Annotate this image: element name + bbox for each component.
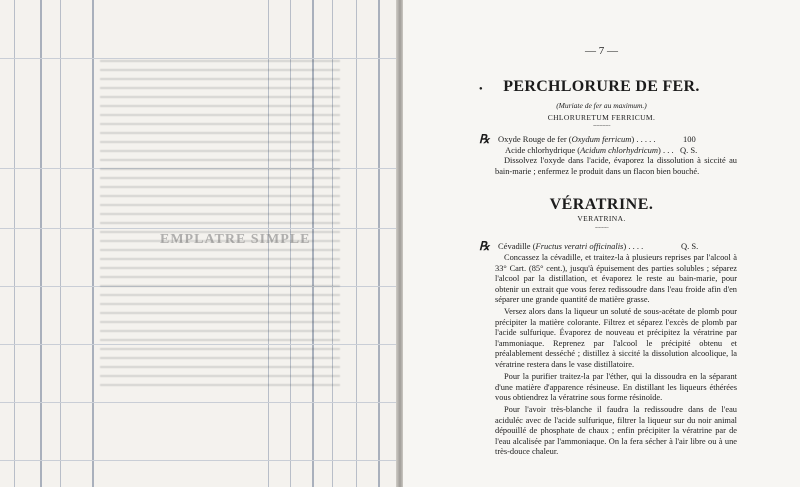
paragraph: Versez alors dans la liqueur un soluté de sous-acétate de plomb pour précipiter la matière colorante. Filtrez et séparez l'excès de plomb par l'acide sulfurique. Évaporez de nouveau et précipitez la vératrine par l'ammoniaque. Reprenez par l'alcool le précipité obtenu et préalablement desséché ; distillez à siccité la dissolution alcoolique, la vératrine restera dans le vase distillatoire. — [495, 307, 737, 369]
page-number: — 7 — — [585, 45, 618, 57]
ornament-divider: ∙∙∙∙∙∙∙∙∙∙∙∙∙∙∙∙∙∙∙∙∙∙∙ — [592, 124, 611, 129]
recipe-symbol: ℞ — [479, 239, 490, 253]
ingredient-line: Oxyde Rouge de fer (Oxydum ferricum) . . . . . — [498, 134, 656, 144]
ingredient-line: Acide chlorhydrique (Acidum chlorhydricum) . . . — [505, 145, 674, 155]
paragraph: Pour la purifier traitez-la par l'éther, qui la dissoudra en la séparant d'une matière d'apparence résineuse. En distillant les liqueurs éthérées vous obtiendrez la vératrine sous forme résinoïde. — [495, 372, 737, 403]
left-page — [0, 0, 398, 487]
ornament-divider: ∙∙∙∙∙∙∙∙∙∙∙∙∙∙∙∙∙∙ — [594, 226, 609, 231]
grid-row-line — [0, 402, 398, 403]
section-subtitle: (Muriate de fer au maximum.) — [556, 101, 647, 110]
latin-name: CHLORURETUM FERRICUM. — [547, 113, 656, 122]
show-through-text — [100, 60, 340, 390]
grid-row-line — [0, 460, 398, 461]
ingredient-line: Cévadille (Fructus veratri officinalis) . . . . — [498, 241, 644, 251]
grid-line — [60, 0, 61, 487]
ingredient-qty: 100 — [683, 134, 696, 144]
ingredient-qty: Q. S. — [681, 241, 699, 251]
recipe-symbol: ℞ — [479, 132, 490, 146]
bullet-dot: ● — [479, 86, 483, 92]
grid-line — [92, 0, 94, 487]
right-page — [403, 0, 800, 487]
ingredient-qty: Q. S. — [680, 145, 698, 155]
grid-line — [356, 0, 357, 487]
section-title-perchlorure: PERCHLORURE DE FER. — [503, 78, 700, 95]
grid-row-line — [0, 58, 398, 59]
paragraph: Pour l'avoir très-blanche il faudra la redissoudre dans de l'eau aciduléc avec de l'acide sulfurique, filtrer la liqueur sur du noir animal dépouillé de phosphate de chaux ; enfin précipiter la vératrine par de l'eau alcalisée par l'ammoniaque. On la fera sécher à l'air libre ou à une très-douce chaleur. — [495, 405, 737, 457]
grid-line — [14, 0, 15, 487]
grid-line — [40, 0, 42, 487]
latin-name: VERATRINA. — [577, 214, 626, 223]
paragraph: Dissolvez l'oxyde dans l'acide, évaporez la dissolution à siccité au bain-marie ; enfermez le produit dans un flacon bien bouché. — [495, 156, 737, 176]
show-through-title: EMPLATRE SIMPLE — [160, 232, 311, 247]
paragraph: Concassez la cévadille, et traitez-la à plusieurs reprises par l'alcool à 33° Cart. (85° cent.), jusqu'à épuisement des parties solubles ; séparez l'alcool par la distillation, et évaporez le reste au bain-marie, pour obtenir un extrait que vous ferez redissoudre dans l'eau froide afin d'en séparer une grande quantité de matière grasse. — [495, 253, 737, 305]
section-title-veratrine: VÉRATRINE. — [549, 196, 654, 213]
grid-line — [378, 0, 380, 487]
